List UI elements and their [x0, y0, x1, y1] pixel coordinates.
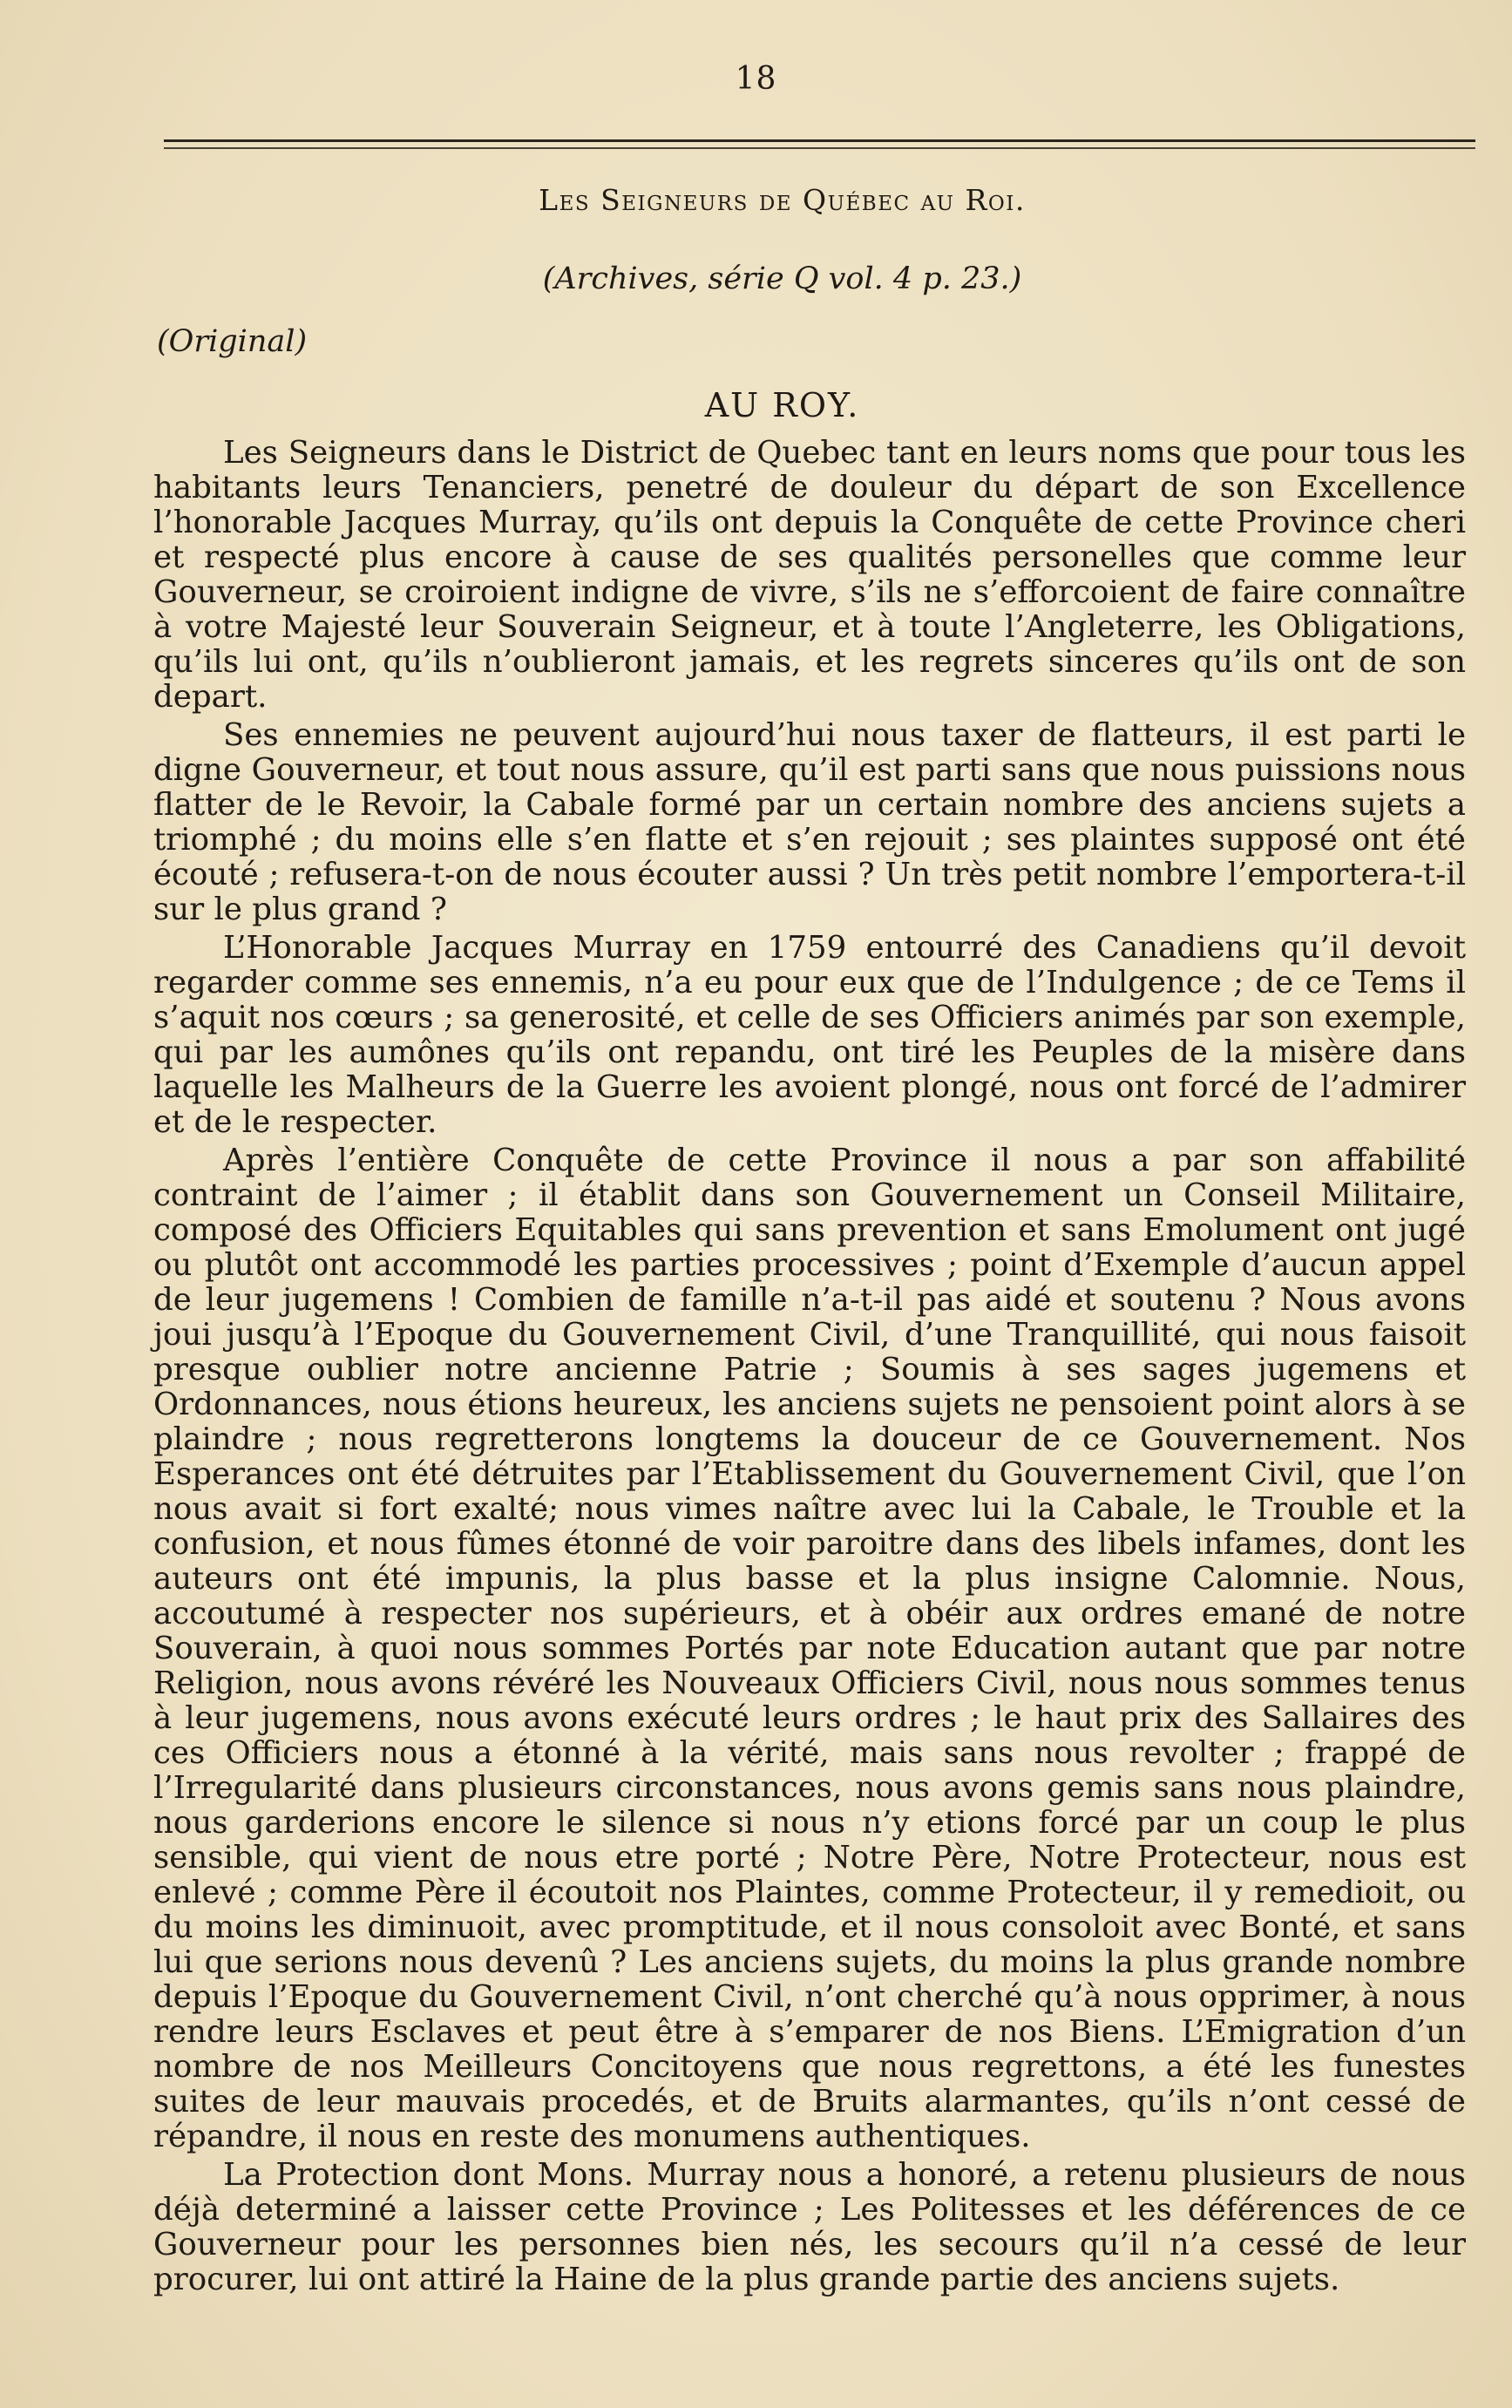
letter-body	[153, 436, 1466, 2297]
archive-reference	[0, 261, 1512, 296]
paragraph-5: La Protection dont Mons. Murray nous a honoré, a retenu plusieurs de nous déjà determiné a laisser cette Province ; Les Politesses et les déférences de ce Gouverneur pour les personnes bien nés, les secours qu’il n’a cessé de leur procurer, lui ont attiré la Haine de la plus grande partie des anciens sujets.	[153, 2157, 1466, 2297]
page-number: 18	[735, 61, 777, 97]
paragraph-2: Ses ennemies ne peuvent aujourd’hui nous taxer de flatteurs, il est parti le digne Gouverneur, et tout nous assure, qu’il est parti sans que nous puissions nous flatter de le Revoir, la Cabale formé par un certain nombre des anciens sujets a triomphé ; du moins elle s’en flatte et s’en rejouit ; ses plaintes supposé ont été écouté ; refusera-t-on de nous écouter aussi ? Un très petit nombre l’emportera-t-il sur le plus grand ?	[153, 717, 1466, 927]
document-title: Les Seigneurs de Québec au Roi.	[539, 183, 1026, 217]
paragraph-3: L’Honorable Jacques Murray en 1759 entourré des Canadiens qu’il devoit regarder comme ses ennemis, n’a eu pour eux que de l’Indulgence ; de ce Tems il s’aquit nos cœurs ; sa generosité, et celle de ses Officiers animés par son exemple, qui par les aumônes qu’ils ont repandu, ont tiré les Peuples de la misère dans laquelle les Malheurs de la Guerre les avoient plongé, nous ont forcé de l’admirer et de le respecter.	[153, 930, 1466, 1140]
original-label-text: (Original)	[157, 324, 308, 359]
paragraph-4: Après l’entière Conquête de cette Province il nous a par son affabilité contraint de l’aimer ; il établit dans son Gouvernement un Conseil Militaire, composé des Officiers Equitables qui sans prevention et sans Emolument ont jugé ou plutôt ont accommodé les parties processives ; point d’Exemple d’aucun appel de leur jugemens ! Combien de famille n’a-t-il pas aidé et soutenu ? Nous avons joui jusqu’à l’Epoque du Gouvernement Civil, d’une Tranquillité, qui nous faisoit presque oublier notre ancienne Patrie ; Soumis à ses sages jugemens et Ordonnances, nous étions heureux, les anciens sujets ne pensoient point alors à se plaindre ; nous regretterons longtems la douceur de ce Gouvernement. Nos Esperances ont été détruites par l’Etablissement du Gouvernement Civil, que l’on nous avait si fort exalté; nous vimes naître avec lui la Cabale, le Trouble et la confusion, et nous fûmes étonné de voir paroitre dans des libels infames, dont les auteurs ont été impunis, la plus basse et la plus insigne Calomnie. Nous, accoutumé à respecter nos supérieurs, et à obéir aux ordres emané de notre Souverain, à quoi nous sommes Portés par note Education autant que par notre Religion, nous avons révéré les Nouveaux Officiers Civil, nous nous sommes tenus à leur jugemens, nous avons exécuté leurs ordres ; le haut prix des Sallaires des ces Officiers nous a étonné à la vérité, mais sans nous revolter ; frappé de l’Irregularité dans plusieurs circonstances, nous avons gemis sans nous plaindre, nous garderions encore le silence si nous n’y etions forcé par un coup le plus sensible, qui vient de nous etre porté ; Notre Père, Notre Protecteur, nous est enlevé ; comme Père il écoutoit nos Plaintes, comme Protecteur, il y remedioit, ou du moins les diminuoit, avec promptitude, et il nous consoloit avec Bonté, et sans lui que serions nous devenû ? Les anciens sujets, du moins la plus grande nombre depuis l’Epoque du Gouvernement Civil, n’ont cherché qu’à nous opprimer, à nous rendre leurs Esclaves et peut être à s’emparer de nos Biens. L’Emigration d’un nombre de nos Meilleurs Concitoyens que nous regrettons, a été les funestes suites de leur mauvais procedés, et de Bruits alarmantes, qu’ils n’ont cessé de répandre, il nous en reste des monumens authentiques.	[153, 1143, 1466, 2154]
header-rule-secondary	[164, 147, 1475, 149]
letter-heading: AU ROY.	[704, 386, 860, 424]
paragraph-1: Les Seigneurs dans le District de Quebec tant en leurs noms que pour tous les habitants leurs Tenanciers, penetré de douleur du départ de son Excellence l’honorable Jacques Murray, qu’ils ont depuis la Conquête de cette Province cheri et respecté plus encore à cause de ses qualités personelles que comme leur Gouverneur, se croiroient indigne de vivre, s’ils ne s’efforcoient de faire connaître à votre Majesté leur Souverain Seigneur, et à toute l’Angleterre, les Obligations, qu’ils lui ont, qu’ils n’oublieront jamais, et les regrets sinceres qu’ils ont de son depart.	[153, 435, 1466, 715]
archive-reference-text: (Archives, série Q vol. 4 p. 23.)	[542, 261, 1022, 296]
original-label	[157, 324, 307, 359]
header-rule	[164, 139, 1475, 142]
